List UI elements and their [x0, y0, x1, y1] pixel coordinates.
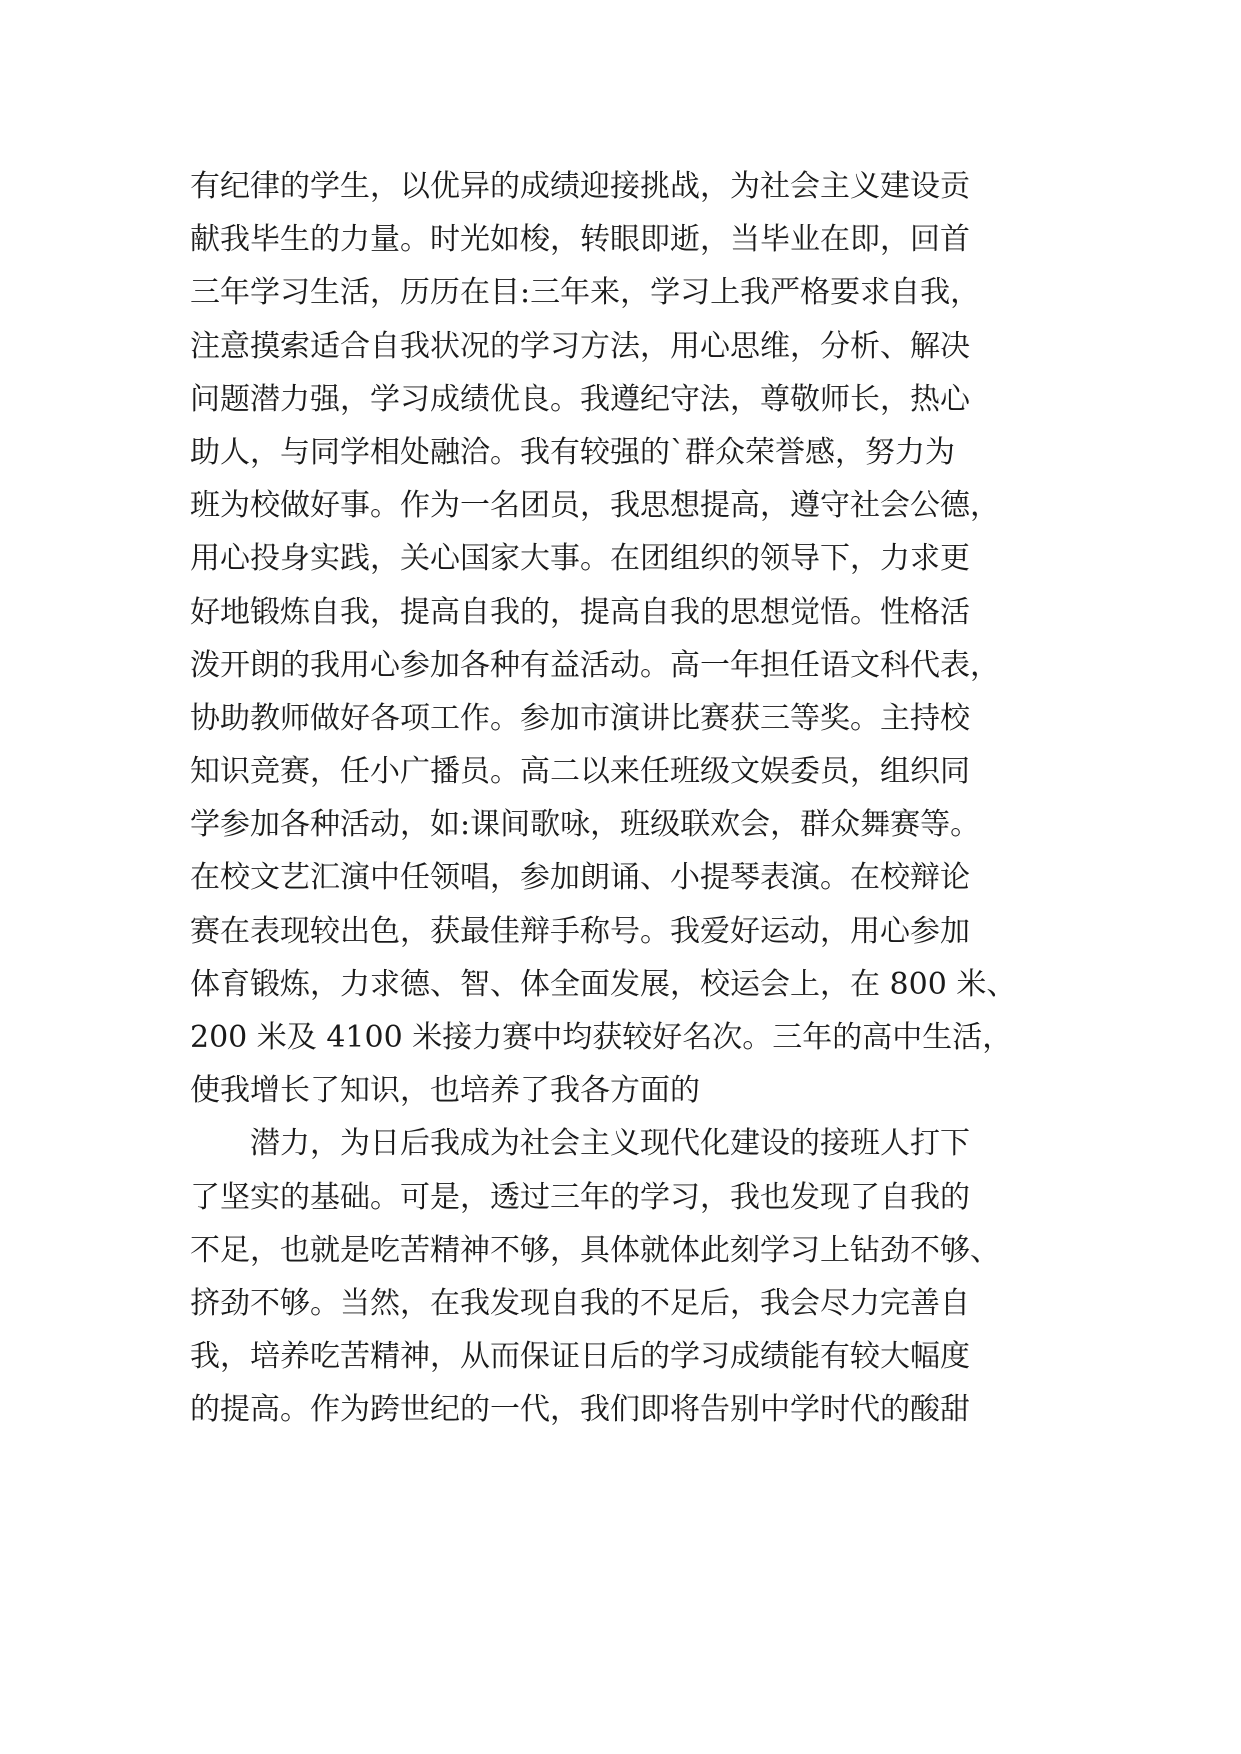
text-line: 的提高。作为跨世纪的一代，我们即将告别中学时代的酸甜 [190, 1392, 970, 1428]
text-line: 在校文艺汇演中任领唱，参加朗诵、小提琴表演。在校辩论 [190, 860, 970, 896]
text-line: 我，培养吃苦精神，从而保证日后的学习成绩能有较大幅度 [190, 1339, 970, 1375]
text-line: 用心投身实践，关心国家大事。在团组织的领导下，力求更 [190, 541, 970, 577]
text-line: 200 米及 4100 米接力赛中均获较好名次。三年的高中生活， [190, 1020, 1013, 1055]
paragraph-first-line: 潜力，为日后我成为社会主义现代化建设的接班人打下 [250, 1126, 970, 1162]
text-line: 挤劲不够。当然，在我发现自我的不足后，我会尽力完善自 [190, 1285, 970, 1321]
text-line: 献我毕生的力量。时光如梭，转眼即逝，当毕业在即，回首 [190, 222, 970, 258]
text-line: 赛在表现较出色，获最佳辩手称号。我爱好运动，用心参加 [190, 913, 970, 949]
text-line: 协助教师做好各项工作。参加市演讲比赛获三等奖。主持校 [190, 700, 970, 736]
text-line: 助人，与同学相处融洽。我有较强的`群众荣誉感，努力为 [190, 434, 955, 470]
text-line: 泼开朗的我用心参加各种有益活动。高一年担任语文科代表， [190, 647, 1000, 683]
text-line: 体育锻炼，力求德、智、体全面发展，校运会上，在 800 米、 [190, 966, 1017, 1002]
text-line: 注意摸索适合自我状况的学习方法，用心思维，分析、解决 [190, 328, 970, 364]
text-line: 班为校做好事。作为一名团员，我思想提高，遵守社会公德， [190, 488, 1000, 524]
text-line: 三年学习生活，历历在目:三年来，学习上我严格要求自我， [190, 275, 981, 311]
text-line: 问题潜力强，学习成绩优良。我遵纪守法，尊敬师长，热心 [190, 381, 970, 417]
body-text [190, 160, 1090, 1437]
text-line: 使我增长了知识，也培养了我各方面的 [190, 1073, 700, 1109]
text-line: 有纪律的学生，以优异的成绩迎接挑战，为社会主义建设贡 [190, 169, 970, 204]
text-line: 不足，也就是吃苦精神不够，具体就体此刻学习上钻劲不够、 [190, 1232, 1000, 1268]
text-line: 知识竞赛，任小广播员。高二以来任班级文娱委员，组织同 [190, 754, 970, 790]
text-line: 学参加各种活动，如:课间歌咏，班级联欢会，群众舞赛等。 [190, 807, 981, 843]
text-line: 了坚实的基础。可是，透过三年的学习，我也发现了自我的 [190, 1179, 970, 1215]
text-line: 好地锻炼自我，提高自我的，提高自我的思想觉悟。性格活 [190, 594, 970, 630]
